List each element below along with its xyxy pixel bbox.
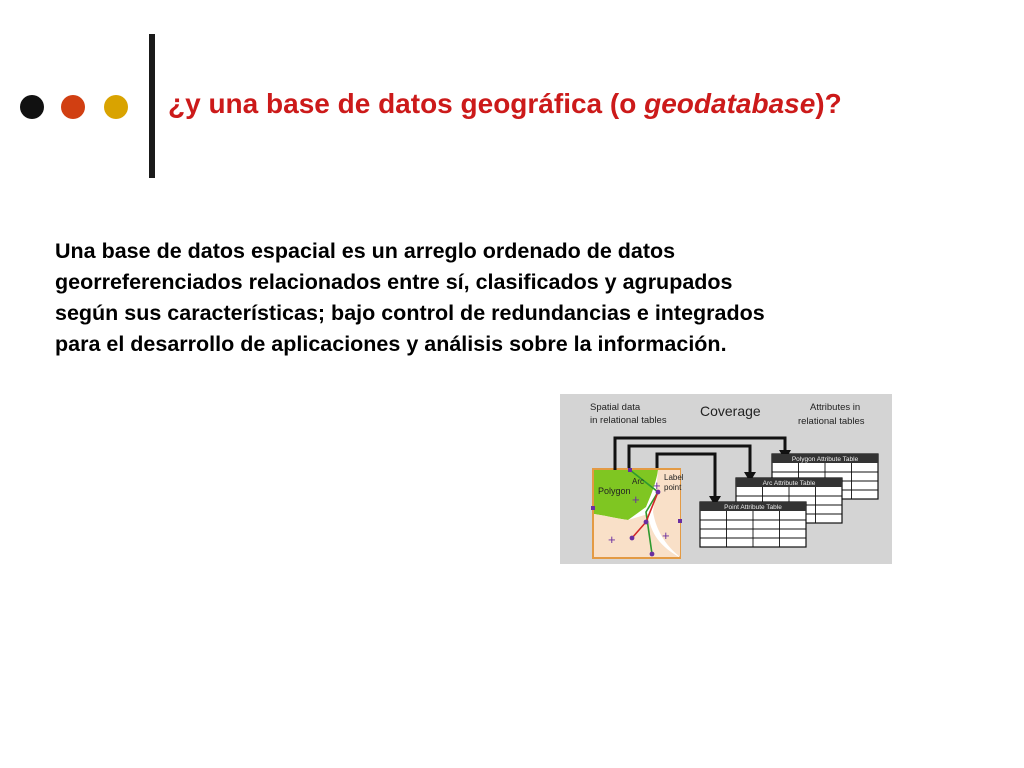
vertex-marker [678, 519, 682, 523]
page-title [168, 88, 842, 120]
table-title: Point Attribute Table [724, 504, 782, 511]
body-line: georreferenciados relacionados entre sí, clasificados y agrupados [55, 270, 733, 294]
label-point-label-2: point [664, 483, 682, 492]
bullet-dot-red [61, 95, 85, 119]
coverage-diagram [560, 394, 892, 564]
label-point-plus: + [608, 532, 616, 547]
vertex-marker [591, 506, 595, 510]
node-point [630, 536, 635, 541]
bullet-dot-black [20, 95, 44, 119]
attributes-label-1: Attributes in [810, 402, 861, 413]
label-point-label-1: Label [664, 473, 684, 482]
table-title: Arc Attribute Table [762, 480, 816, 487]
spatial-data-label-2: in relational tables [590, 415, 667, 426]
body-line: Una base de datos espacial es un arreglo ordenado de datos [55, 239, 676, 263]
coverage-label: Coverage [700, 403, 761, 419]
title-emphasis: geodatabase [644, 88, 816, 119]
body-paragraph [55, 236, 935, 360]
polygon-label: Polygon [598, 486, 631, 496]
spatial-data-label-1: Spatial data [590, 402, 641, 413]
label-point-plus: + [662, 528, 670, 543]
title-suffix: )? [815, 88, 842, 119]
body-line: según sus características; bajo control de redundancias e integrados [55, 301, 765, 325]
vertex-marker [628, 468, 632, 472]
title-prefix: ¿y una base de datos geográfica (o [168, 88, 645, 119]
point-attribute-table [700, 502, 806, 547]
coverage-diagram-svg [560, 394, 892, 564]
label-point-plus: + [632, 492, 640, 507]
body-line: para el desarrollo de aplicaciones y análisis sobre la información. [55, 332, 727, 356]
bullet-dot-gold [104, 95, 128, 119]
title-divider [149, 34, 155, 178]
node-point [644, 520, 649, 525]
arc-label: Arc [632, 477, 644, 486]
attributes-label-2: relational tables [798, 416, 865, 427]
node-point [650, 552, 655, 557]
label-point-plus: + [653, 478, 661, 493]
table-title: Polygon Attribute Table [791, 456, 859, 463]
